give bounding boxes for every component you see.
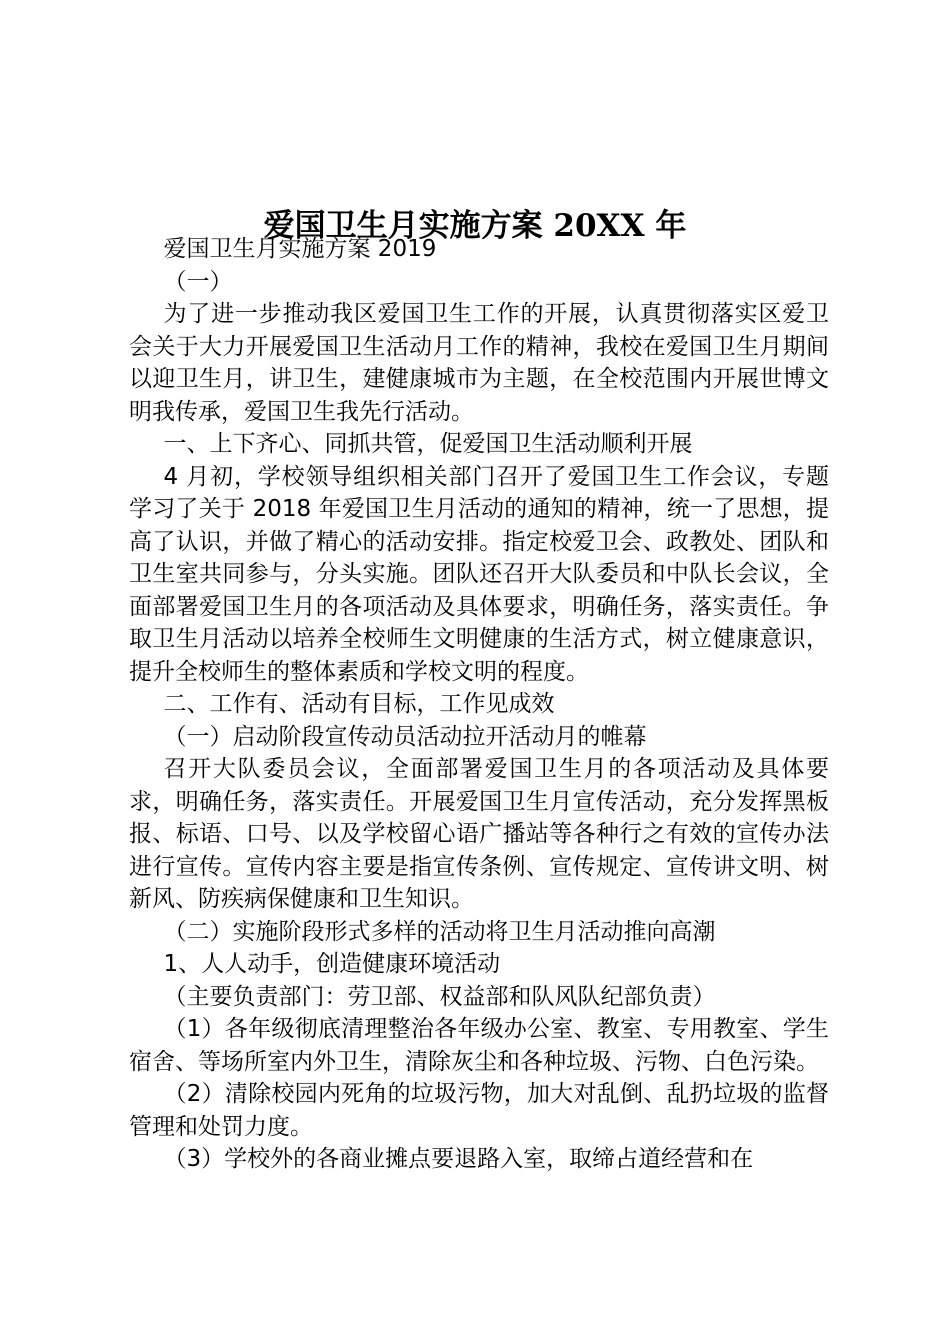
- item-one-point-3: （3）学校外的各商业摊点要退路入室，取缔占道经营和在: [163, 1146, 754, 1172]
- document-body: [129, 233, 829, 1176]
- item-one-responsible: （主要负责部门：劳卫部、权益部和队风队纪部负责）: [163, 983, 716, 1010]
- subheading-implementation: （二）实施阶段形式多样的活动将卫生月活动推向高潮: [163, 918, 716, 945]
- item-one-heading: 1、人人动手，创造健康环境活动: [163, 951, 501, 977]
- paragraph-publicity: 召开大队委员会议，全面部署爱国卫生月的各项活动及具体要求，明确任务，落实责任。开展爱国卫生月宣传活动，充分发挥黑板报、标语、口号、以及学校留心语广播站等各种行之有效的宣传办法进行宣传。宣传内容主要是指宣传条例、宣传规定、宣传讲文明、树新风、防疾病保健康和卫生知识。: [129, 756, 829, 912]
- heading-one: 一、上下齐心、同抓共管，促爱国卫生活动顺利开展: [163, 431, 693, 457]
- heading-two: 二、工作有、活动有目标，工作见成效: [163, 691, 555, 717]
- subtitle-paragraph: 爱国卫生月实施方案 2019: [163, 236, 437, 262]
- item-one-point-1: （1）各年级彻底清理整治各年级办公室、教室、专用教室、学生宿舍、等场所室内外卫生，清除灰尘和各种垃圾、污物、白色污染。: [129, 1016, 829, 1075]
- document-title: 爱国卫生月实施方案 20XX 年: [263, 207, 687, 244]
- section-marker: （一）: [163, 268, 233, 295]
- item-one-point-2: （2）清除校园内死角的垃圾污物，加大对乱倒、乱扔垃圾的监督管理和处罚力度。: [129, 1081, 829, 1140]
- intro-paragraph: 为了进一步推动我区爱国卫生工作的开展，认真贯彻落实区爱卫会关于大力开展爱国卫生活动月工作的精神，我校在爱国卫生月期间以迎卫生月，讲卫生，建健康城市为主题，在全校范围内开展世博文明我传承，爱国卫生我先行活动。: [129, 301, 829, 425]
- subheading-launch: （一）启动阶段宣传动员活动拉开活动月的帷幕: [163, 723, 647, 750]
- paragraph-meeting: 4 月初，学校领导组织相关部门召开了爱国卫生工作会议，专题学习了关于 2018 年爱国卫生月活动的通知的精神，统一了思想，提高了认识，并做了精心的活动安排。指定校爱卫会、政教处、团队和卫生室共同参与，分头实施。团队还召开大队委员和中队长会议，全面部署爱国卫生月的各项活动及具体要求，明确任务，落实责任。争取卫生月活动以培养全校师生文明健康的生活方式，树立健康意识，提升全校师生的整体素质和学校文明的程度。: [129, 463, 829, 685]
